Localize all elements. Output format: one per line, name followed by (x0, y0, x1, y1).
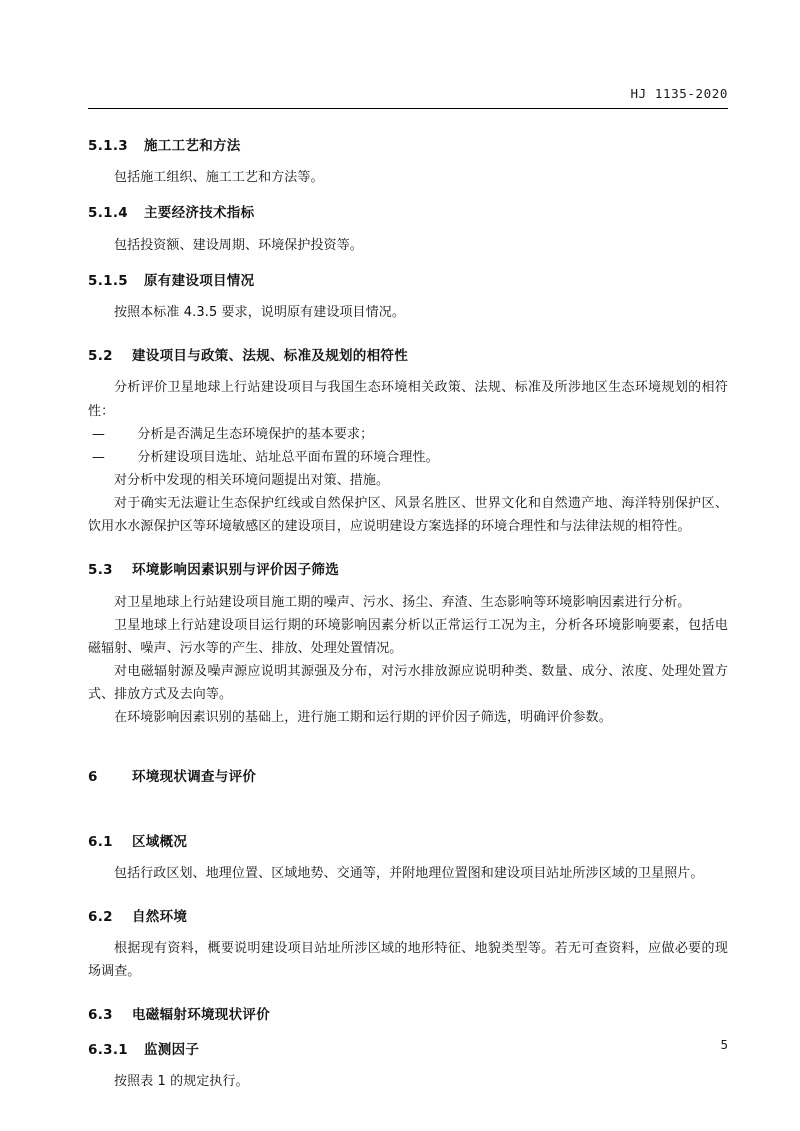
paragraph: 卫星地球上行站建设项目运行期的环境影响因素分析以正常运行工况为主，分析各环境影响要素，包括电磁辐射、噪声、污水等的产生、排放、处理处置情况。 (88, 617, 728, 656)
section-title: 主要经济技术指标 (144, 205, 255, 222)
section-heading (88, 560, 728, 580)
section-number: 5.1.3 (88, 138, 128, 154)
document-body (88, 122, 728, 1097)
list-item (88, 423, 728, 446)
section-title: 自然环境 (132, 908, 188, 925)
spacer (88, 798, 728, 810)
section-title: 施工工艺和方法 (144, 138, 241, 154)
section-heading (88, 203, 728, 223)
paragraph: 按照本标准 4.3.5 要求，说明原有建设项目情况。 (114, 305, 405, 320)
paragraph: 对电磁辐射源及噪声源应说明其源强及分布，对污水排放源应说明种类、数量、成分、浓度、处理处置方式、排放方式及去向等。 (88, 663, 728, 702)
section-heading (88, 1005, 728, 1025)
section-number: 6.3.1 (88, 1041, 128, 1058)
page-content-area (88, 0, 728, 1131)
dash-marker: — (91, 449, 106, 465)
page-number: 5 (720, 1037, 728, 1052)
section-heading (88, 767, 728, 787)
section-number: 5.1.4 (88, 205, 128, 222)
paragraph: 在环境影响因素识别的基础上，进行施工期和运行期的评价因子筛选，明确评价参数。 (114, 710, 612, 726)
section-number: 5.3 (88, 562, 113, 579)
section-heading (88, 907, 728, 927)
paragraph: 对于确实无法避让生态保护红线或自然保护区、风景名胜区、世界文化和自然遗产地、海洋特别保护区、饮用水水源保护区等环境敏感区的建设项目，应说明建设方案选择的环境合理性和与法律法规的相符性。 (88, 496, 728, 535)
section-heading (88, 136, 728, 156)
section-heading (88, 832, 728, 852)
section-number: 6.3 (88, 1007, 113, 1024)
paragraph: 分析评价卫星地球上行站建设项目与我国生态环境相关政策、法规、标准及所涉地区生态环境规划的相符性： (88, 380, 728, 419)
paragraph: 包括投资额、建设周期、环境保护投资等。 (114, 237, 363, 253)
header-divider (88, 108, 728, 109)
section-number: 5.1.5 (88, 272, 128, 289)
section-title: 环境现状调查与评价 (132, 769, 257, 786)
list-item (88, 446, 728, 469)
paragraph: 包括施工组织、施工工艺和方法等。 (114, 170, 324, 186)
paragraph: 对卫星地球上行站建设项目施工期的噪声、污水、扬尘、弃渣、生态影响等环境影响因素进行分析。 (114, 594, 691, 610)
list-item-text: 分析是否满足生态环境保护的基本要求； (137, 426, 374, 442)
section-heading (88, 271, 728, 291)
section-number: 6.2 (88, 908, 113, 925)
section-title: 电磁辐射环境现状评价 (132, 1007, 270, 1024)
paragraph: 根据现有资料，概要说明建设项目站址所涉区域的地形特征、地貌类型等。若无可查资料，应做必要的现场调查。 (88, 941, 728, 980)
page-header-standard-code: HJ 1135-2020 (630, 86, 728, 101)
section-number: 6 (88, 769, 98, 786)
section-heading (88, 1040, 728, 1060)
section-number: 6.1 (88, 833, 113, 850)
section-title: 监测因子 (144, 1041, 200, 1058)
section-title: 建设项目与政策、法规、标准及规划的相符性 (132, 348, 408, 365)
paragraph: 按照表 1 的规定执行。 (114, 1073, 249, 1089)
section-title: 区域概况 (132, 833, 188, 850)
paragraph: 包括行政区划、地理位置、区域地势、交通等，并附地理位置图和建设项目站址所涉区域的卫星照片。 (114, 865, 704, 881)
section-number: 5.2 (88, 348, 113, 365)
section-title: 环境影响因素识别与评价因子筛选 (132, 562, 339, 579)
spacer (88, 733, 728, 745)
dash-marker: — (91, 426, 106, 442)
section-heading (88, 346, 728, 366)
list-item-text: 分析建设项目选址、站址总平面布置的环境合理性。 (137, 449, 439, 465)
paragraph: 对分析中发现的相关环境问题提出对策、措施。 (114, 472, 390, 488)
section-title: 原有建设项目情况 (144, 272, 255, 289)
